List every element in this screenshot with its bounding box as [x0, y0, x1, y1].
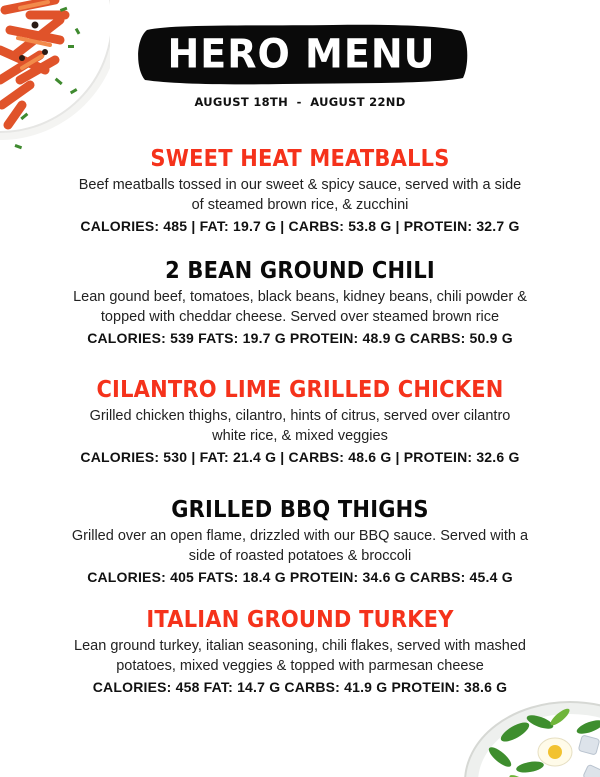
menu-item-nutrition: CALORIES: 530 | FAT: 21.4 G | CARBS: 48.6 G | PROTEIN: 32.6 G	[80, 449, 520, 465]
menu-item-nutrition: CALORIES: 458 FAT: 14.7 G CARBS: 41.9 G PROTEIN: 38.6 G	[92, 679, 508, 695]
menu-item	[0, 606, 600, 698]
description-line: topped with cheddar cheese. Served over steamed brown rice	[100, 309, 500, 325]
description-line: Beef meatballs tossed in our sweet & spicy sauce, served with a side	[78, 177, 522, 193]
menu-item-description	[0, 175, 600, 215]
description-line: white rice, & mixed veggies	[212, 428, 388, 444]
menu-item	[0, 257, 600, 349]
salad-bowl-image	[460, 697, 600, 777]
description-line: Lean ground turkey, italian seasoning, chili flakes, served with mashed	[74, 638, 526, 654]
date-range: AUGUST 18TH - AUGUST 22ND	[194, 95, 406, 109]
description-line: potatoes, mixed veggies & topped with parmesan cheese	[116, 658, 484, 674]
menu-item	[0, 376, 600, 468]
description-line: side of roasted potatoes & broccoli	[188, 548, 412, 564]
pasta-plate-image	[0, 0, 110, 160]
description-line: of steamed brown rice, & zucchini	[191, 197, 409, 213]
menu-item-name: ITALIAN GROUND TURKEY	[146, 605, 454, 633]
description-line: Grilled chicken thighs, cilantro, hints of citrus, served over cilantro	[89, 408, 511, 424]
description-line: Lean gound beef, tomatoes, black beans, kidney beans, chili powder &	[73, 289, 527, 305]
title-banner	[133, 22, 470, 86]
menu-item-description	[0, 287, 600, 327]
menu-item-nutrition: CALORIES: 539 FATS: 19.7 G PROTEIN: 48.9 G CARBS: 50.9 G	[87, 330, 513, 346]
menu-item-description	[0, 526, 600, 566]
menu-item-description	[0, 406, 600, 446]
menu-item-name: 2 BEAN GROUND CHILI	[165, 256, 435, 284]
menu-item-name: SWEET HEAT MEATBALLS	[150, 144, 450, 172]
menu-item-description	[0, 636, 600, 676]
menu-item-nutrition: CALORIES: 485 | FAT: 19.7 G | CARBS: 53.8 G | PROTEIN: 32.7 G	[80, 218, 520, 234]
menu-item-nutrition: CALORIES: 405 FATS: 18.4 G PROTEIN: 34.6 G CARBS: 45.4 G	[87, 569, 513, 585]
menu-item	[0, 496, 600, 588]
menu-item-name: CILANTRO LIME GRILLED CHICKEN	[96, 375, 504, 403]
menu-item	[0, 145, 600, 237]
description-line: Grilled over an open flame, drizzled with our BBQ sauce. Served with a	[71, 528, 529, 544]
page-title: HERO MENU	[167, 30, 436, 78]
menu-item-name: GRILLED BBQ THIGHS	[171, 495, 429, 523]
